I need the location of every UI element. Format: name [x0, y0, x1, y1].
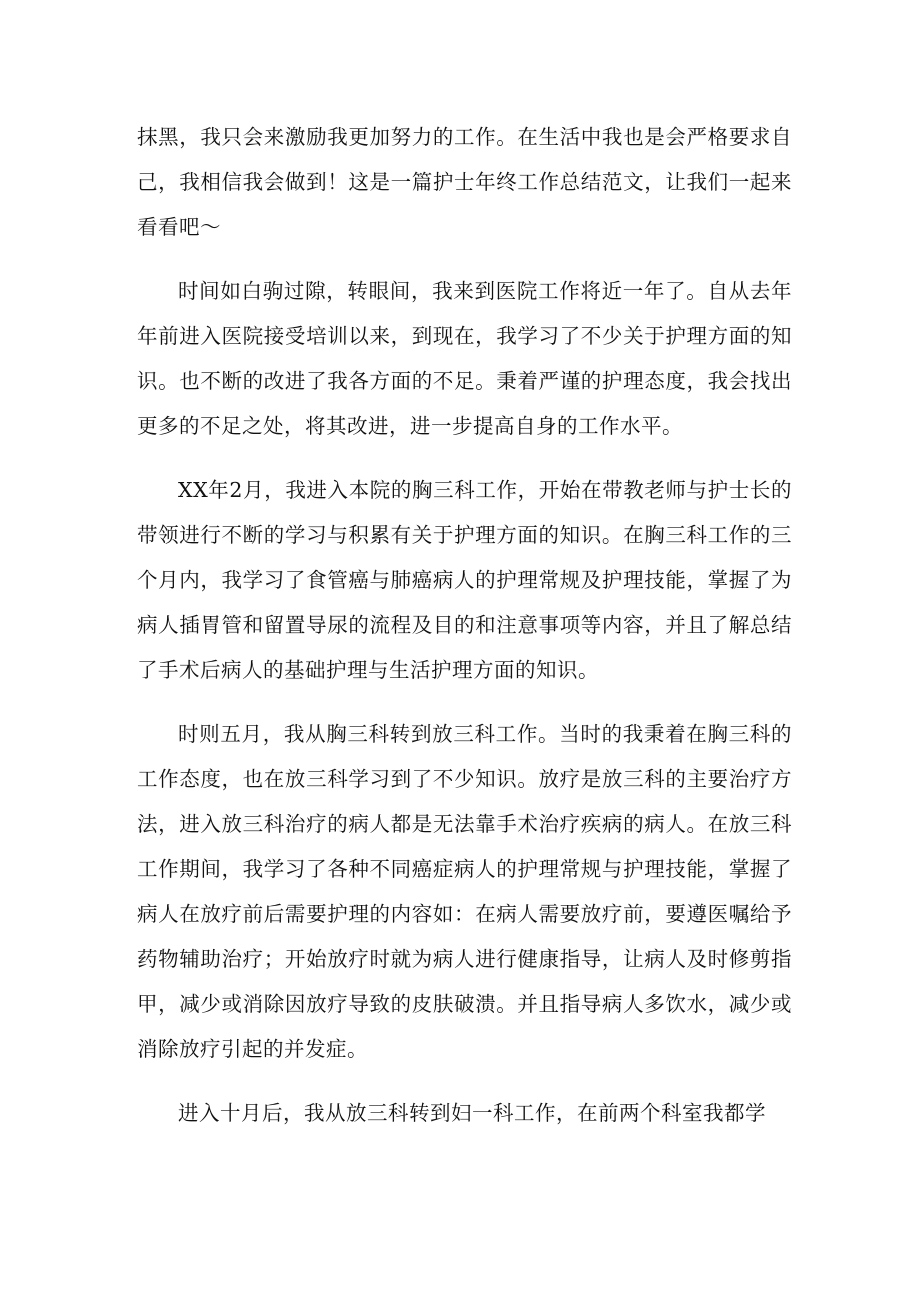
document-body: [137, 115, 792, 1155]
paragraph-gynecology-department: 进入十月后，我从放三科转到妇一科工作，在前两个科室我都学: [178, 1101, 766, 1125]
paragraph-thoracic-department: XX年2月，我进入本院的胸三科工作，开始在带教老师与护士长的带领进行不断的学习与积累有关于护理方面的知识。在胸三科工作的三个月内，我学习了食管癌与肺癌病人的护理常规及护理技能，掌握了为病人插胃管和留置导尿的流程及目的和注意事项等内容，并且了解总结了手术后病人的基础护理与生活护理方面的知识。: [137, 478, 792, 682]
paragraph-one-year-summary: 时间如白驹过隙，转眼间，我来到医院工作将近一年了。自从去年年前进入医院接受培训以来，到现在，我学习了不少关于护理方面的知识。也不断的改进了我各方面的不足。秉着严谨的护理态度，我会找出更多的不足之处，将其改进，进一步提高自身的工作水平。: [137, 279, 792, 438]
paragraph-radiotherapy-department: 时则五月，我从胸三科转到放三科工作。当时的我秉着在胸三科的工作态度，也在放三科学习到了不少知识。放疗是放三科的主要治疗方法，进入放三科治疗的病人都是无法靠手术治疗疾病的病人。在放三科工作期间，我学习了各种不同癌症病人的护理常规与护理技能，掌握了病人在放疗前后需要护理的内容如：在病人需要放疗前，要遵医嘱给予药物辅助治疗；开始放疗时就为病人进行健康指导，让病人及时修剪指甲，减少或消除因放疗导致的皮肤破溃。并且指导病人多饮水，减少或消除放疗引起的并发症。: [137, 722, 792, 1061]
paragraph-continuation: 抹黑，我只会来激励我更加努力的工作。在生活中我也是会严格要求自己，我相信我会做到！这是一篇护士年终工作总结范文，让我们一起来看看吧～: [137, 125, 792, 239]
